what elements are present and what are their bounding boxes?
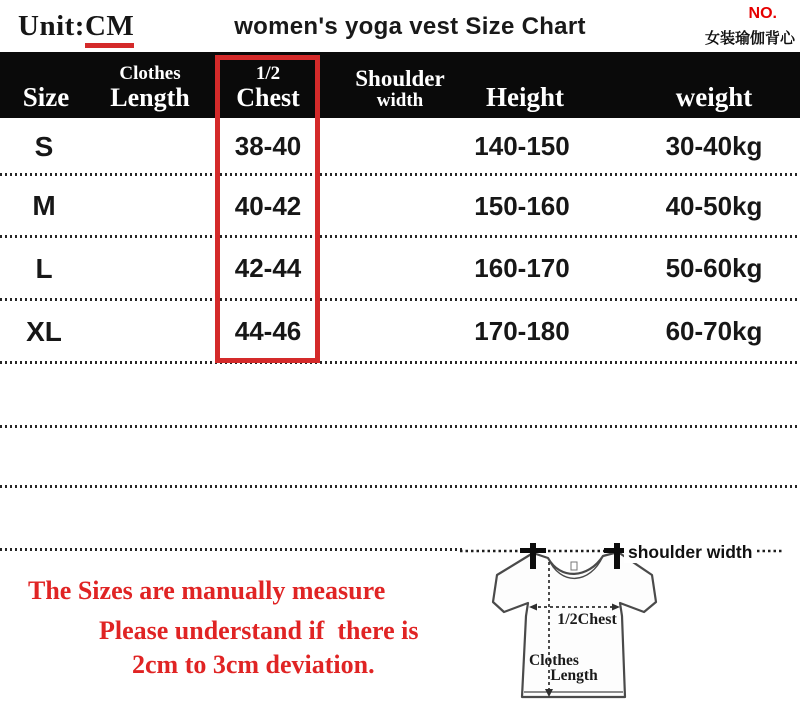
size-value: L — [35, 253, 53, 284]
row-divider — [0, 298, 800, 301]
column-header-weight: weight — [675, 81, 753, 112]
half-chest-label: 1/2Chest — [557, 611, 617, 628]
clothes-length-value — [95, 118, 205, 175]
size-value: M — [32, 190, 56, 221]
page-title: women's yoga vest Size Chart — [234, 13, 586, 40]
clothes-length-value — [95, 175, 205, 237]
shoulder-width-value — [345, 237, 455, 300]
column-header-shoulder-width: Shoulder width — [355, 65, 445, 112]
no-label: NO. — [748, 5, 777, 22]
half-chest-value: 42-44 — [234, 253, 302, 283]
table-row — [0, 118, 800, 175]
clothes-length-label-line2: Length — [550, 667, 598, 684]
note-line: The Sizes are manually measure — [28, 576, 386, 605]
tshirt-diagram — [460, 520, 800, 708]
table-row — [0, 237, 800, 300]
half-chest-value: 38-40 — [234, 131, 302, 161]
unit-prefix: Unit: — [18, 10, 85, 42]
weight-value: 60-70kg — [665, 316, 763, 346]
clothes-length-value — [95, 237, 205, 300]
row-divider — [0, 173, 800, 176]
table-row — [0, 300, 800, 363]
unit-label — [18, 10, 134, 48]
column-header-height: Height — [486, 81, 564, 112]
weight-value: 50-60kg — [665, 253, 763, 283]
chinese-subtitle: 女装瑜伽背心 — [704, 30, 795, 47]
collar-tag — [571, 562, 577, 570]
size-value: XL — [26, 316, 62, 347]
note-line: 2cm to 3cm deviation. — [132, 650, 375, 679]
column-header-half-chest: 1/2 Chest — [236, 62, 300, 112]
column-header-clothes-length: Clothes Length — [110, 62, 190, 112]
size-value: S — [34, 131, 54, 162]
table-row — [0, 175, 800, 237]
row-divider — [0, 485, 800, 488]
weight-value: 40-50kg — [665, 191, 763, 221]
shoulder-width-value — [345, 175, 455, 237]
height-value: 140-150 — [474, 131, 570, 161]
shoulder-width-value — [345, 300, 455, 363]
row-divider — [0, 235, 800, 238]
row-divider — [0, 548, 462, 551]
half-chest-value: 40-42 — [234, 191, 302, 221]
height-value: 170-180 — [474, 316, 570, 346]
row-divider — [0, 425, 800, 428]
half-chest-value: 44-46 — [234, 316, 302, 346]
column-header-size: Size — [22, 81, 70, 112]
note-line: Please understand if there is — [99, 616, 419, 645]
shoulder-width-label: shoulder width — [628, 542, 753, 562]
table-header — [0, 52, 800, 118]
unit-value: CM — [85, 10, 134, 48]
chest-column-highlight-box — [215, 55, 320, 363]
clothes-length-value — [95, 300, 205, 363]
height-value: 160-170 — [474, 253, 570, 283]
row-divider — [0, 361, 800, 364]
shoulder-width-value — [345, 118, 455, 175]
weight-value: 30-40kg — [665, 131, 763, 161]
height-value: 150-160 — [474, 191, 570, 221]
clothes-length-label-line1: Clothes — [529, 652, 579, 669]
